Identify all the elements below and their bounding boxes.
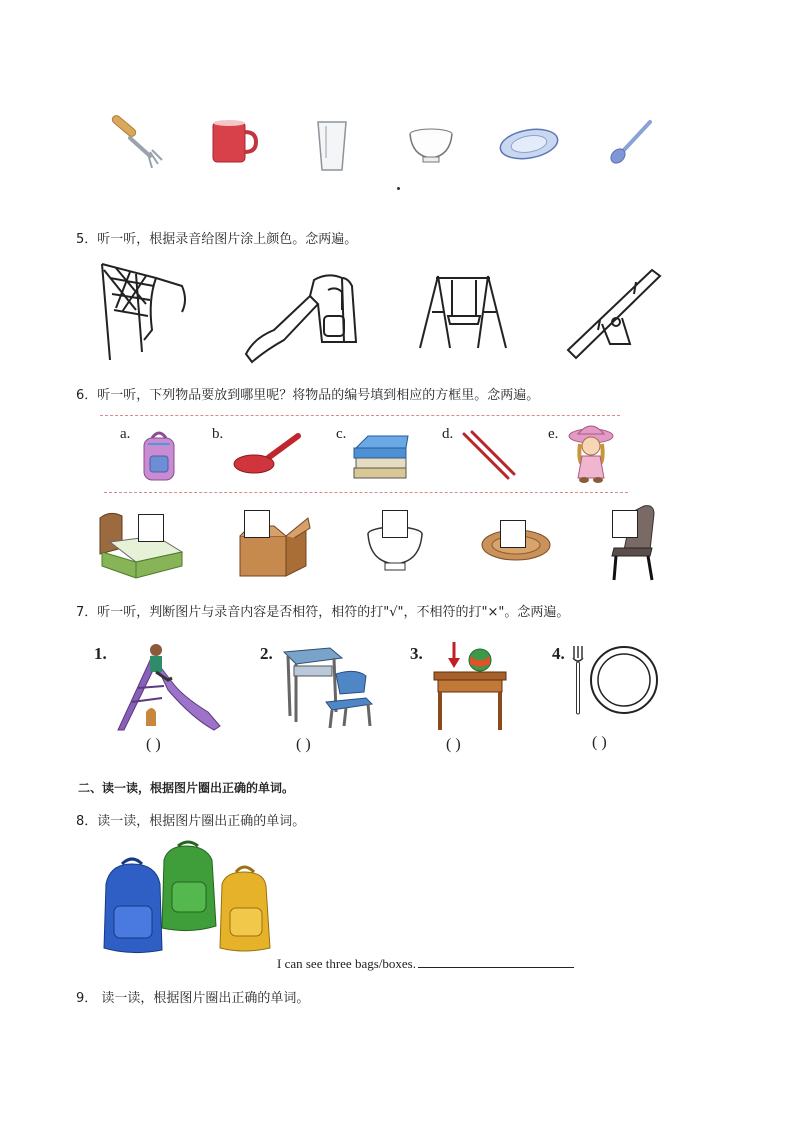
q8-answer-blank[interactable] (418, 955, 574, 968)
q8-prompt: 8．读一读，根据图片圈出正确的单词。 (76, 814, 306, 829)
plate-icon (498, 126, 560, 162)
ladle-icon (232, 432, 302, 476)
mug-icon (210, 118, 258, 168)
q7-num-4: 4. (552, 644, 565, 663)
q6-bottom-rule (104, 492, 628, 493)
q6-top-rule (100, 415, 620, 416)
object-letter-d: d. (442, 426, 454, 442)
q7-paren-4[interactable]: ( ) (592, 734, 607, 751)
q6-places (92, 500, 672, 586)
boy-on-slide-icon (112, 642, 222, 732)
q4-items (100, 108, 680, 188)
q8-image (102, 842, 278, 954)
q7-paren-3[interactable]: ( ) (446, 736, 461, 753)
desk-and-chair-icon (280, 642, 380, 732)
q5-items (96, 256, 676, 368)
books-icon (352, 432, 410, 482)
seesaw-icon (566, 264, 666, 360)
q6-prompt: 6．听一听，下列物品要放到哪里呢？将物品的编号填到相应的方框里。念两遍。 (76, 388, 540, 403)
answer-box-chair[interactable] (612, 510, 638, 538)
doll-icon (566, 424, 616, 484)
slide-icon (244, 272, 360, 362)
q8-sentence-line (277, 955, 574, 972)
section2-heading: 二、读一读，根据图片圈出正确的单词。 (78, 781, 295, 795)
dot-mark (397, 187, 400, 190)
answer-box-box[interactable] (244, 510, 270, 538)
chopsticks-icon (460, 430, 516, 482)
q9-prompt: 9． 读一读，根据图片圈出正确的单词。 (76, 991, 310, 1006)
bags-icon (102, 842, 278, 954)
answer-box-bed[interactable] (138, 514, 164, 542)
q7-paren-1[interactable]: ( ) (146, 736, 161, 753)
q7-num-3: 3. (410, 644, 423, 663)
climbing-frame-icon (96, 260, 188, 366)
q5-prompt: 5．听一听，根据录音给图片涂上颜色。念两遍。 (76, 232, 358, 247)
glass-icon (314, 118, 350, 174)
object-letter-c: c. (336, 426, 347, 442)
q7-prompt: 7．听一听，判断图片与录音内容是否相符，相符的打"√"，不相符的打"×"。念两遍。 (76, 605, 570, 620)
q7-items (92, 636, 682, 766)
answer-box-bowl[interactable] (382, 510, 408, 538)
spoon-icon (604, 118, 654, 168)
object-letter-e: e. (548, 426, 559, 442)
bowl-icon (408, 126, 454, 166)
answer-box-plate[interactable] (500, 520, 526, 548)
ball-on-table-icon (432, 640, 508, 734)
q8-sentence: I can see three bags/boxes. (277, 956, 416, 971)
swing-icon (418, 272, 510, 350)
q7-num-1: 1. (94, 644, 107, 663)
fork-icon (108, 118, 164, 178)
backpack-icon (140, 428, 178, 484)
fork-and-plate-icon (570, 644, 662, 722)
q6-objects (104, 420, 624, 490)
object-letter-a: a. (120, 426, 131, 442)
object-letter-b: b. (212, 426, 224, 442)
q7-num-2: 2. (260, 644, 273, 663)
q7-paren-2[interactable]: ( ) (296, 736, 311, 753)
